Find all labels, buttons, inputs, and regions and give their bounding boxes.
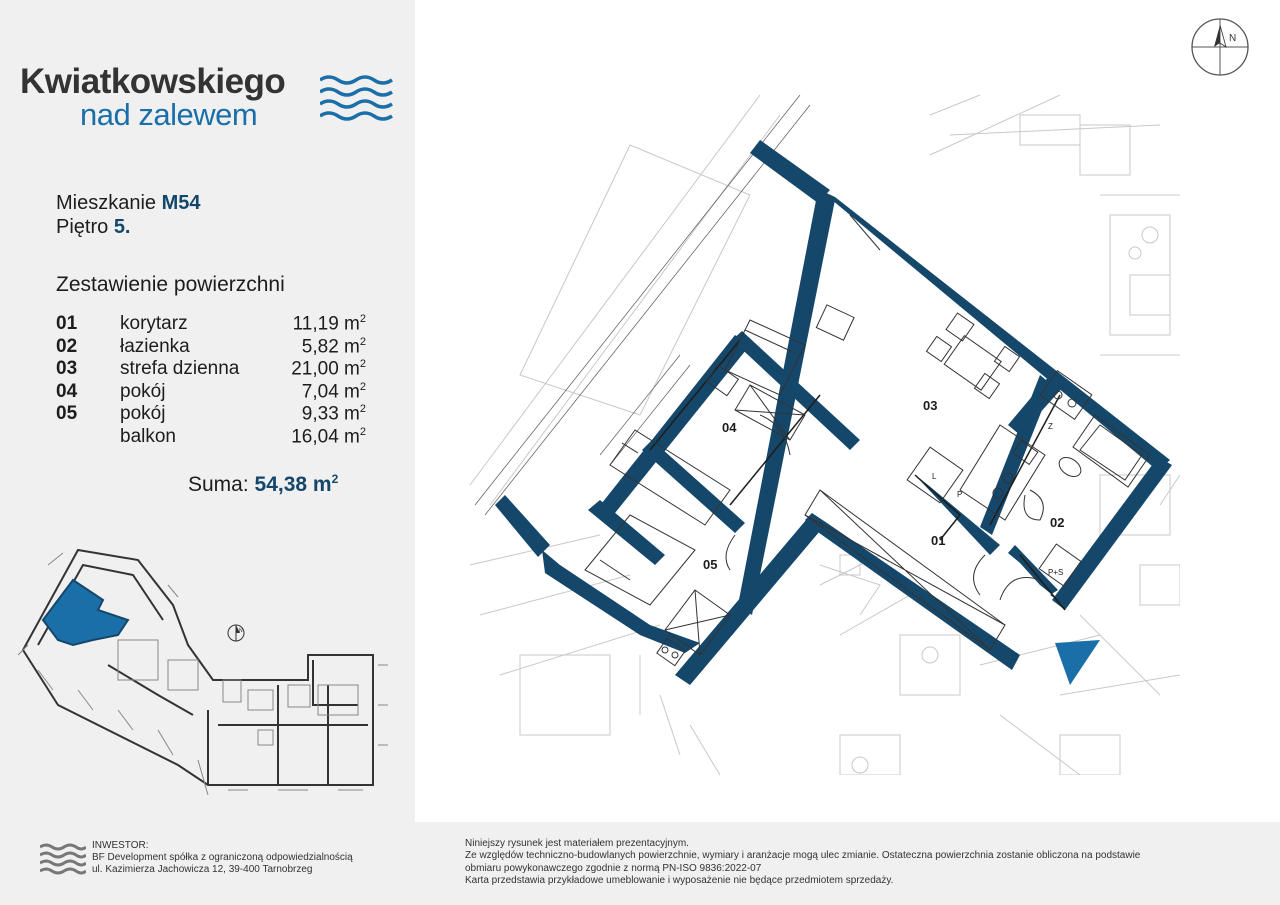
apartment-id: Mieszkanie M54 xyxy=(56,192,201,214)
disclaimer: Niniejszy rysunek jest materiałem prezentacyjnym. Ze względów techniczno-budowlanych powierzchnie, wymiary i aranżacje mogą ulec zmianie. Ostateczna powierzchnia zostanie obliczona na podstawie obmiaru powykonawczego zgodnie z normą PN-ISO 9836:2022-07 Karta przedstawia przykładowe umeblowanie i wyposażenie nie będące przedmiotem sprzedaży. xyxy=(465,838,1141,886)
room-label-03: 03 xyxy=(923,398,938,413)
total-area: Suma: 54,38 $m^2$ xyxy=(188,472,339,496)
waves-logo-icon xyxy=(320,72,395,130)
room-label-02: 02 xyxy=(1050,515,1065,530)
room-row: balkon 16,04 $m^2$ xyxy=(120,426,366,448)
label-z: Z xyxy=(1048,422,1053,431)
label-l: L xyxy=(932,472,937,481)
room-row: 02 łazienka 5,82 $m^2$ xyxy=(56,336,366,358)
waves-footer-logo-icon xyxy=(40,843,86,875)
label-ps: P+S xyxy=(1048,568,1064,577)
room-row: 03 strefa dzienna 21,00 $m^2$ xyxy=(56,358,366,380)
apartment-floor: Piętro 5. xyxy=(56,216,131,238)
brand-name: Kwiatkowskiego xyxy=(20,62,286,101)
area-summary-title: Zestawienie powierzchni xyxy=(56,273,285,296)
label-p: P xyxy=(957,490,963,499)
entrance-arrow-icon xyxy=(1055,640,1100,685)
room-label-01: 01 xyxy=(931,533,946,548)
room-label-04: 04 xyxy=(722,420,737,435)
brand-tagline: nad zalewem xyxy=(80,97,258,132)
investor-info: INWESTOR: BF Development spółka z ograniczoną odpowiedzialnością ul. Kazimierza Jachowicza 12, 39-400 Tarnobrzeg xyxy=(92,840,353,875)
info-panel xyxy=(0,0,415,822)
room-row: 01 korytarz 11,19 $m^2$ xyxy=(56,313,366,335)
floor-plan xyxy=(460,95,1180,775)
room-row: 05 pokój 9,33 $m^2$ xyxy=(56,403,366,425)
room-row: 04 pokój 7,04 $m^2$ xyxy=(56,381,366,403)
building-key-plan xyxy=(18,545,393,800)
key-compass-label: N xyxy=(239,628,243,634)
north-arrow-icon xyxy=(1190,17,1250,77)
room-label-05: 05 xyxy=(703,557,718,572)
svg-text:N: N xyxy=(1229,33,1237,44)
